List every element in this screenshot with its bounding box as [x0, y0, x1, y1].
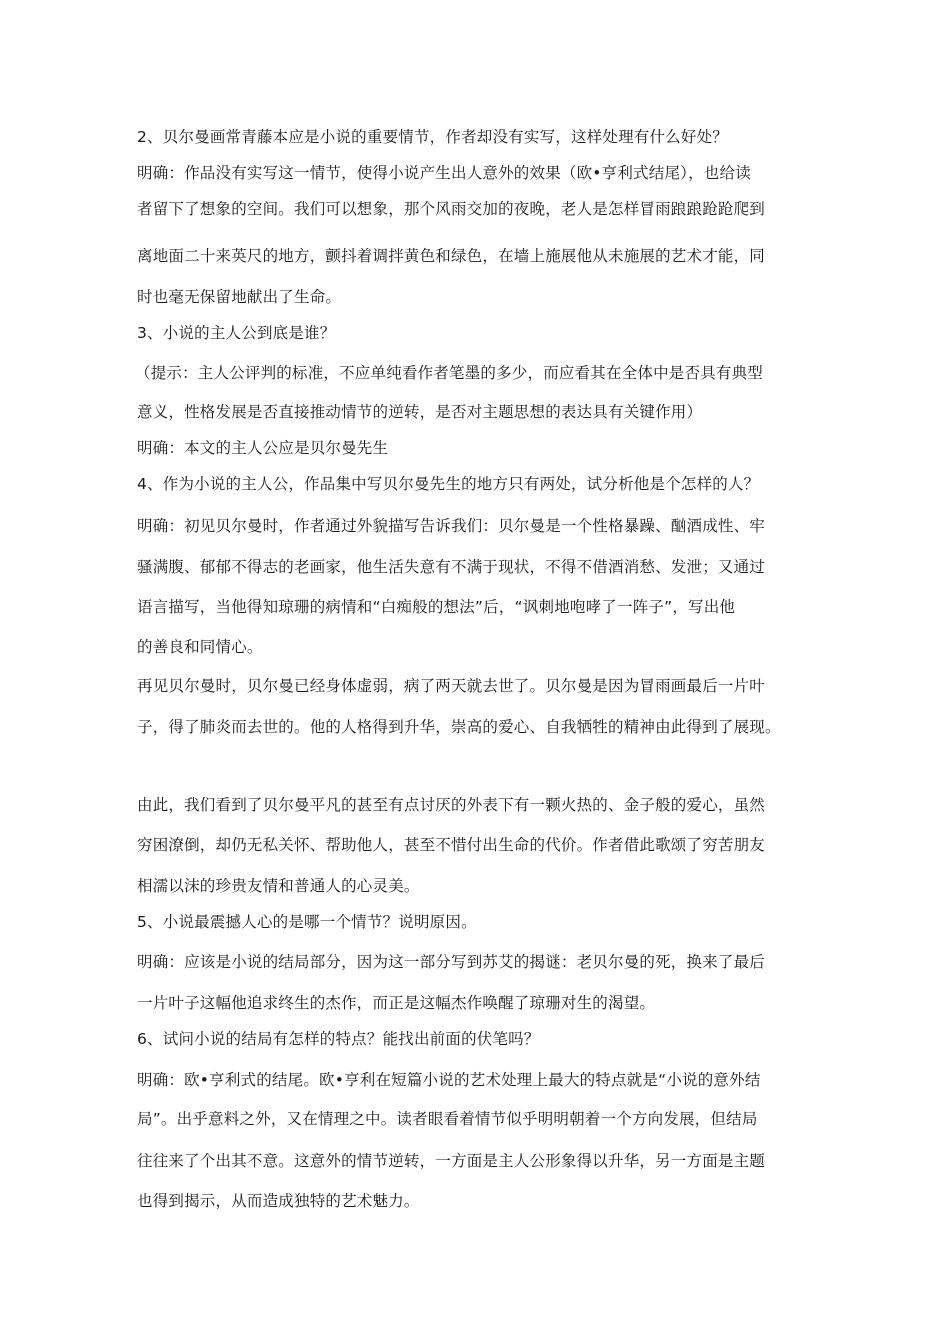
answer-4-line-4: 的善良和同情心。 — [137, 638, 263, 656]
answer-4-line-2: 骚满腹、郁郁不得志的老画家，他生活失意有不满于现状，不得不借酒消愁、发泄；又通过 — [137, 558, 766, 576]
question-5: 5、小说最震撼人心的是哪一个情节？说明原因。 — [137, 913, 477, 931]
question-4: 4、作为小说的主人公，作品集中写贝尔曼先生的地方只有两处，试分析他是个怎样的人？ — [137, 475, 760, 493]
answer-2-line-4: 时也毫无保留地献出了生命。 — [137, 288, 342, 306]
answer-5-line-1: 明确：应该是小说的结局部分，因为这一部分写到苏艾的揭谜：老贝尔曼的死，换来了最后 — [137, 953, 766, 971]
question-6: 6、试问小说的结局有怎样的特点？能找出前面的伏笔吗？ — [137, 1030, 540, 1048]
answer-4-line-1: 明确：初见贝尔曼时，作者通过外貌描写告诉我们：贝尔曼是一个性格暴躁、酗酒成性、牢 — [137, 517, 766, 535]
answer-3: 明确：本文的主人公应是贝尔曼先生 — [137, 439, 389, 457]
answer-2-line-2: 者留下了想象的空间。我们可以想象，那个风雨交加的夜晚，老人是怎样冒雨踉踉跄跄爬到 — [137, 200, 766, 218]
hint-3-line-1: （提示：主人公评判的标准，不应单纯看作者笔墨的多少，而应看其在全体中是否具有典型 — [135, 364, 764, 382]
hint-3-line-2: 意义，性格发展是否直接推动情节的逆转，是否对主题思想的表达具有关键作用） — [137, 403, 703, 421]
answer-2-line-3: 离地面二十来英尺的地方，颤抖着调拌黄色和绿色，在墙上施展他从未施展的艺术才能，同 — [137, 247, 766, 265]
answer-6-line-3: 往往来了个出其不意。这意外的情节逆转，一方面是主人公形象得以升华，另一方面是主题 — [137, 1152, 766, 1170]
answer-4-line-3: 语言描写，当他得知琼珊的病情和“白痴般的想法”后，“讽刺地咆哮了一阵子”，写出他 — [137, 598, 736, 616]
answer-4-line-6: 子，得了肺炎而去世的。他的人格得到升华，崇高的爱心、自我牺牲的精神由此得到了展现。 — [137, 718, 781, 736]
answer-5-line-2: 一片叶子这幅他追求终生的杰作，而正是这幅杰作唤醒了琼珊对生的渴望。 — [137, 994, 656, 1012]
question-3: 3、小说的主人公到底是谁？ — [137, 324, 336, 342]
paragraph-line-3: 相濡以沫的珍贵友情和普通人的心灵美。 — [137, 877, 420, 895]
answer-2-line-1: 明确：作品没有实写这一情节，使得小说产生出人意外的效果（欧•亨利式结尾），也给读 — [137, 164, 751, 182]
answer-4-line-5: 再见贝尔曼时，贝尔曼已经身体虚弱，病了两天就去世了。贝尔曼是因为冒雨画最后一片叶 — [137, 677, 766, 695]
answer-6-line-2: 局”。出乎意料之外，又在情理之中。读者眼看着情节似乎明明朝着一个方向发展，但结局 — [137, 1110, 758, 1128]
paragraph-line-1: 由此，我们看到了贝尔曼平凡的甚至有点讨厌的外表下有一颗火热的、金子般的爱心，虽然 — [137, 796, 766, 814]
paragraph-line-2: 穷困潦倒，却仍无私关怀、帮助他人，甚至不惜付出生命的代价。作者借此歌颂了穷苦朋友 — [137, 836, 766, 854]
answer-6-line-1: 明确：欧•亨利式的结尾。欧•亨利在短篇小说的艺术处理上最大的特点就是“小说的意外结 — [137, 1071, 761, 1089]
question-2: 2、贝尔曼画常青藤本应是小说的重要情节，作者却没有实写，这样处理有什么好处？ — [137, 128, 728, 146]
answer-6-line-4: 也得到揭示，从而造成独特的艺术魅力。 — [137, 1192, 420, 1210]
